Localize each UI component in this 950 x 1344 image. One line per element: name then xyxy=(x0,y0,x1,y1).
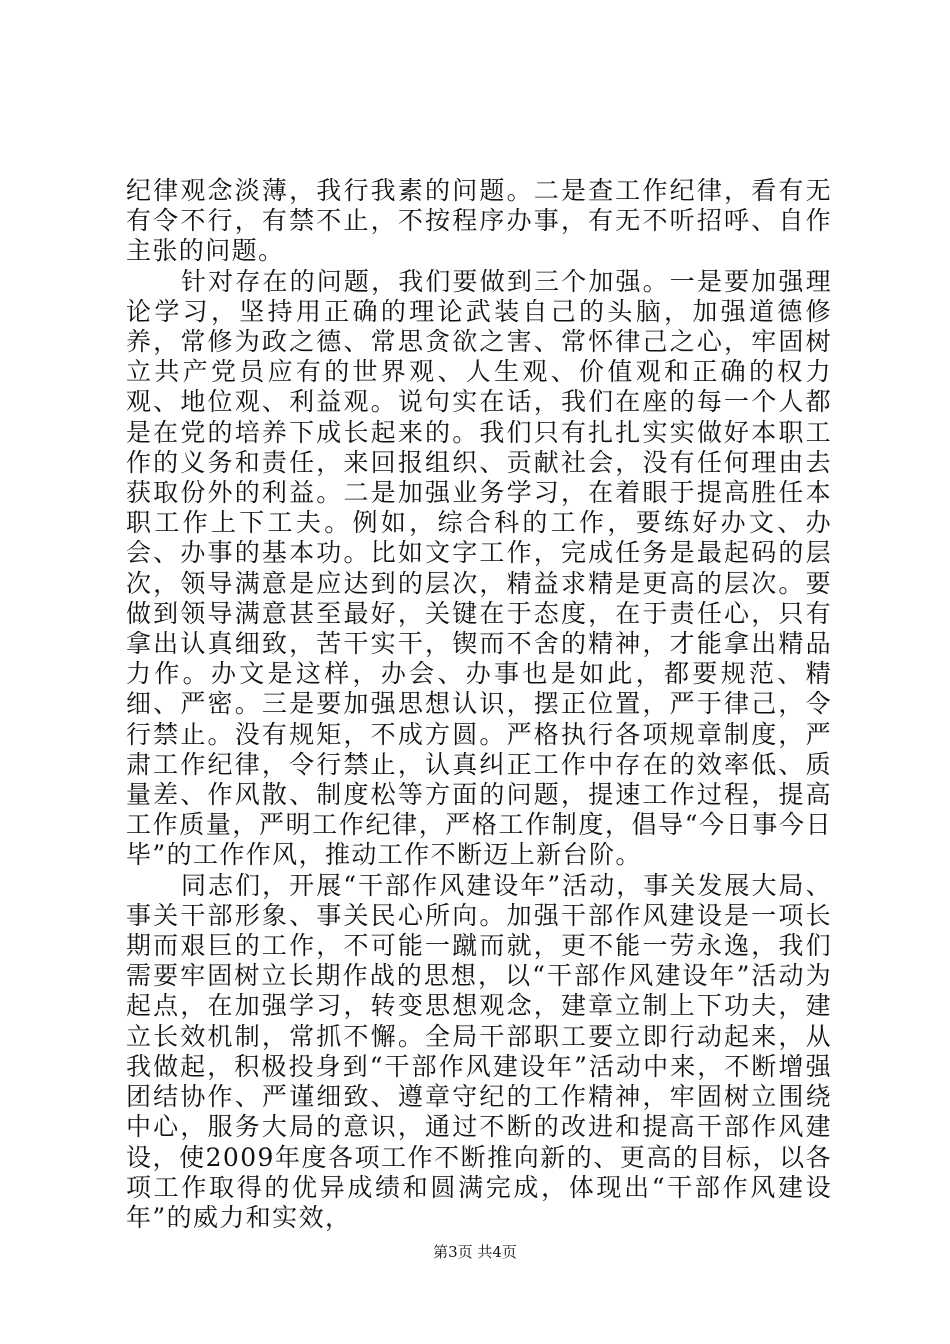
document-body xyxy=(126,176,832,1233)
page-number-footer: 第3页 共4页 xyxy=(433,1243,517,1261)
paragraph-continuation: 纪律观念淡薄，我行我素的问题。二是查工作纪律，看有无有令不行，有禁不止，不按程序办事，有无不听招呼、自作主张的问题。 xyxy=(126,176,832,266)
paragraph-three-strengthenings: 针对存在的问题，我们要做到三个加强。一是要加强理论学习，坚持用正确的理论武装自己的头脑，加强道德修养，常修为政之德、常思贪欲之害、常怀律己之心，牢固树立共产党员应有的世界观、人生观、价值观和正确的权力观、地位观、利益观。说句实在话，我们在座的每一个人都是在党的培养下成长起来的。我们只有扎扎实实做好本职工作的义务和责任，来回报组织、贡献社会，没有任何理由去获取份外的利益。二是加强业务学习，在着眼于提高胜任本职工作上下工夫。例如，综合科的工作，要练好办文、办会、办事的基本功。比如文字工作，完成任务是最起码的层次，领导满意是应达到的层次，精益求精是更高的层次。要做到领导满意甚至最好，关键在于态度，在于责任心，只有拿出认真细致，苦干实干，锲而不舍的精神，才能拿出精品力作。办文是这样，办会、办事也是如此，都要规范、精细、严密。三是要加强思想认识，摆正位置，严于律己，令行禁止。没有规矩，不成方圆。严格执行各项规章制度，严肃工作纪律，令行禁止，认真纠正工作中存在的效率低、质量差、作风散、制度松等方面的问题，提速工作过程，提高工作质量，严明工作纪律，严格工作制度，倡导“今日事今日毕”的工作作风，推动工作不断迈上新台阶。 xyxy=(126,266,832,870)
paragraph-comrades: 同志们，开展“干部作风建设年”活动，事关发展大局、事关干部形象、事关民心所向。加强干部作风建设是一项长期而艰巨的工作，不可能一蹴而就，更不能一劳永逸，我们需要牢固树立长期作战的思想，以“干部作风建设年”活动为起点，在加强学习，转变思想观念，建章立制上下功夫，建立长效机制，常抓不懈。全局干部职工要立即行动起来，从我做起，积极投身到“干部作风建设年”活动中来，不断增强团结协作、严谨细致、遵章守纪的工作精神，牢固树立围绕中心，服务大局的意识，通过不断的改进和提高干部作风建设，使2009年度各项工作不断推向新的、更高的目标，以各项工作取得的优异成绩和圆满完成，体现出“干部作风建设年”的威力和实效， xyxy=(126,870,832,1232)
